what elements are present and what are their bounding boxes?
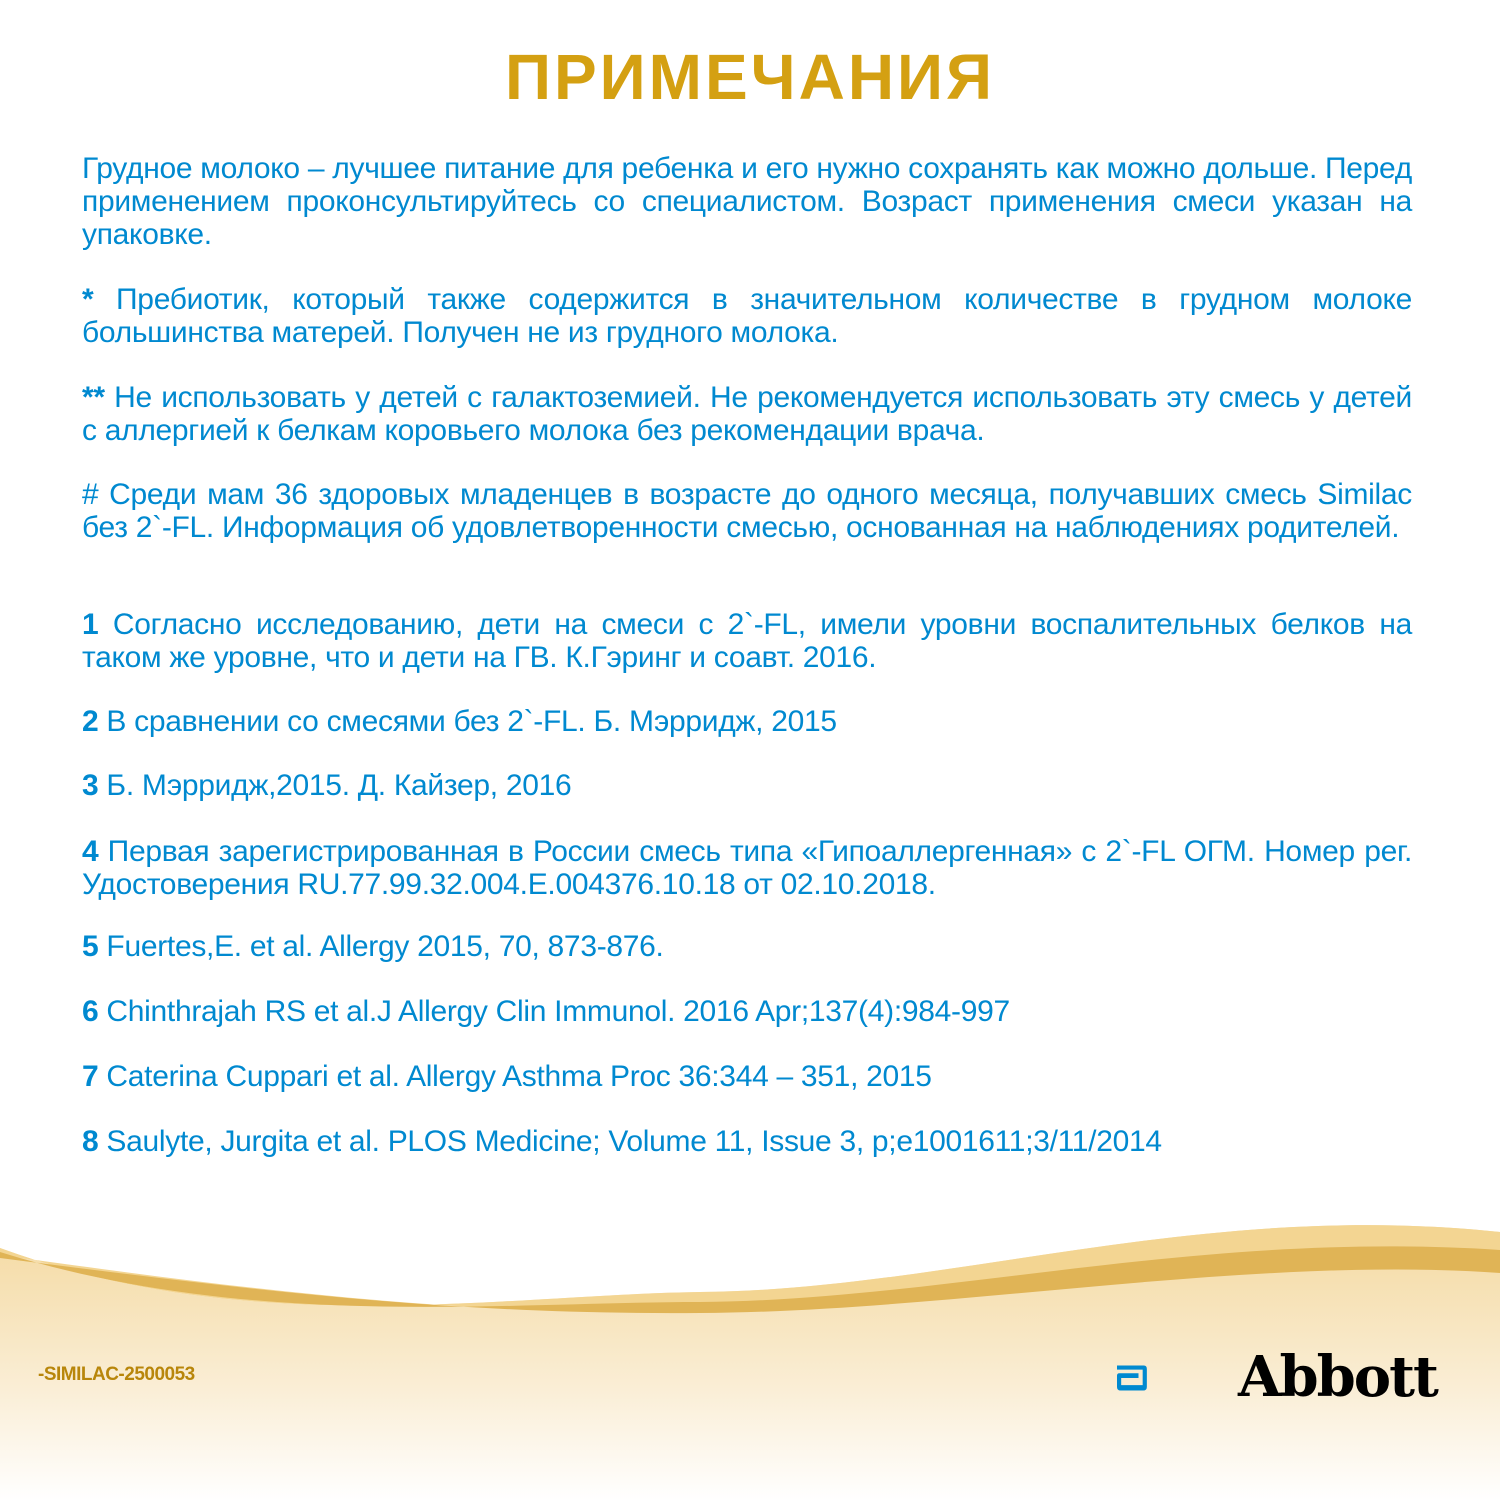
reference-number: 7 <box>82 1060 99 1093</box>
reference-number: 8 <box>82 1125 99 1158</box>
reference-item <box>82 1125 1412 1158</box>
document-code: -SIMILAC-2500053 <box>38 1364 195 1385</box>
note-marker: * <box>82 283 94 316</box>
reference-text: Caterina Cuppari et al. Allergy Asthma Proc 36:344 – 351, 2015 <box>98 1060 932 1093</box>
reference-item <box>82 1060 1412 1093</box>
reference-text: Chinthrajah RS et al.J Allergy Clin Immunol. 2016 Apr;137(4):984-997 <box>98 995 1010 1028</box>
note-text: Пребиотик, который также содержится в значительном количестве в грудном молоке большинства матерей. Получен не из грудного молока. <box>82 283 1412 349</box>
note-paragraph <box>82 478 1412 544</box>
reference-text: Saulyte, Jurgita et al. PLOS Medicine; Volume 11, Issue 3, p;e1001611;3/11/2014 <box>98 1125 1162 1158</box>
reference-text: Согласно исследованию, дети на смеси с 2`-FL, имели уровни воспалительных белков на таком же уровне, что и дети на ГВ. К.Гэринг и соавт. 2016. <box>82 608 1412 674</box>
reference-item <box>82 930 1412 963</box>
reference-text: В сравнении со смесями без 2`-FL. Б. Мэрридж, 2015 <box>98 705 837 738</box>
note-paragraph <box>82 283 1412 349</box>
note-marker: ** <box>82 381 105 414</box>
reference-item <box>82 769 1412 802</box>
reference-item <box>82 705 1412 738</box>
reference-number: 4 <box>82 835 99 868</box>
reference-number: 2 <box>82 705 99 738</box>
note-text: Грудное молоко – лучшее питание для ребенка и его нужно сохранять как можно дольше. Перед применением проконсультируйтесь со специалистом. Возраст применения смеси указан на упаковке. <box>82 152 1412 251</box>
brand-name: Abbott <box>1238 1344 1437 1410</box>
reference-item <box>82 835 1412 901</box>
reference-number: 6 <box>82 995 99 1028</box>
reference-text: Fuertes,E. et al. Allergy 2015, 70, 873-876. <box>98 930 664 963</box>
note-text: # Среди мам 36 здоровых младенцев в возрасте до одного месяца, получавших смесь Similac без 2`-FL. Информация об удовлетворенности смесью, основанная на наблюдениях родителей. <box>82 478 1412 544</box>
reference-text: Первая зарегистрированная в России смесь типа «Гипоаллергенная» с 2`-FL ОГМ. Номер рег. Удостоверения RU.77.99.32.004.E.004376.10.18 от 02.10.2018. <box>82 835 1412 901</box>
reference-number: 3 <box>82 769 99 802</box>
page-title: ПРИМЕЧАНИЯ <box>504 41 996 113</box>
note-text: Не использовать у детей с галактоземией. Не рекомендуется использовать эту смесь у детей с аллергией к белкам коровьего молока без рекомендации врача. <box>82 381 1412 447</box>
note-paragraph <box>82 152 1412 251</box>
note-paragraph <box>82 381 1412 447</box>
reference-item <box>82 995 1412 1028</box>
reference-number: 1 <box>82 608 99 641</box>
reference-number: 5 <box>82 930 99 963</box>
reference-item <box>82 608 1412 674</box>
abbott-logo-icon <box>1117 1336 1217 1420</box>
reference-text: Б. Мэрридж,2015. Д. Кайзер, 2016 <box>98 769 572 802</box>
